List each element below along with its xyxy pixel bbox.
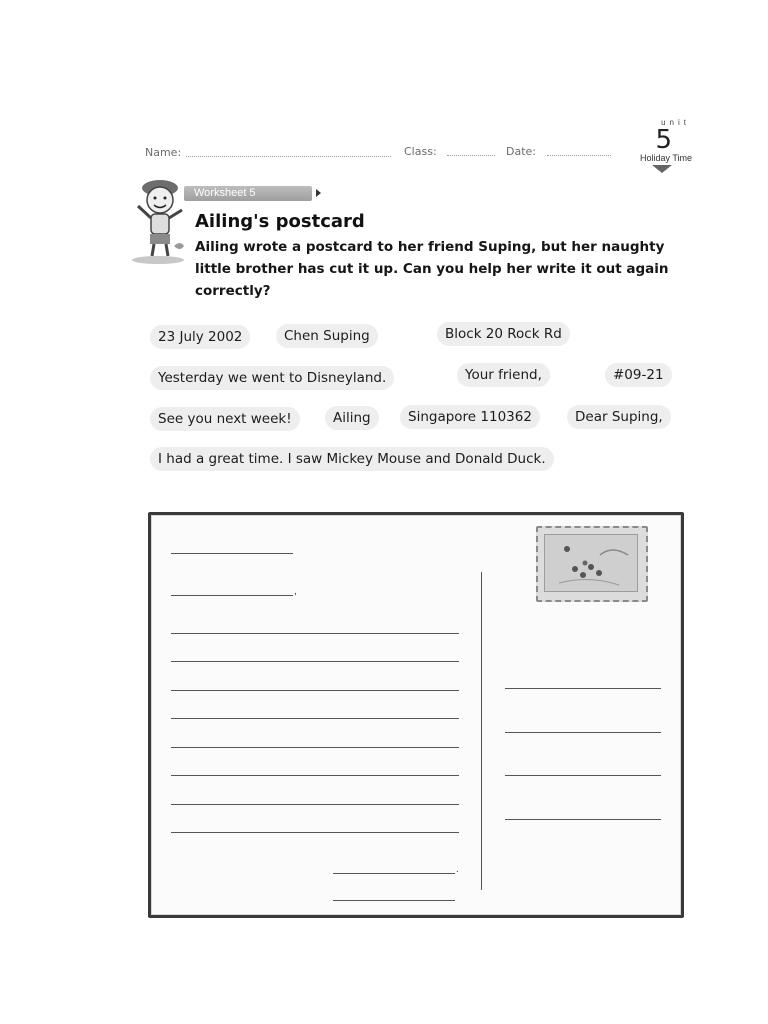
class-field[interactable] <box>447 145 495 156</box>
write-line-greeting[interactable] <box>171 595 293 596</box>
snippet-greeting: Dear Suping, <box>567 405 671 429</box>
snippet-sender-name: Ailing <box>325 406 379 430</box>
worksheet-instructions: Ailing wrote a postcard to her friend Suping, but her naughty little brother has cut it up. Can you help her write it out again correctly? <box>195 239 669 299</box>
closing-comma-mark: . <box>456 864 459 875</box>
snippet-unit-number: #09-21 <box>605 363 672 387</box>
write-line-body-4[interactable] <box>171 718 459 719</box>
flower-stamp-icon <box>536 526 648 602</box>
snippet-recipient-name: Chen Suping <box>276 324 378 348</box>
write-line-body-6[interactable] <box>171 775 459 776</box>
triangle-arrow-icon <box>316 189 321 197</box>
worksheet-title: Ailing's postcard <box>195 211 365 232</box>
unit-marker-icon <box>652 165 672 173</box>
address-line-3[interactable] <box>505 775 661 776</box>
snippet-closing: Your friend, <box>457 363 550 387</box>
snippet-postcode: Singapore 110362 <box>400 405 540 429</box>
date-label: Date: <box>506 145 536 158</box>
snippet-date: 23 July 2002 <box>150 325 250 349</box>
unit-subtitle: Holiday Time <box>639 153 692 163</box>
snippet-great-time: I had a great time. I saw Mickey Mouse and Donald Duck. <box>150 447 554 471</box>
comma-mark: , <box>294 586 297 597</box>
address-line-1[interactable] <box>505 688 661 689</box>
write-line-signature[interactable] <box>333 900 455 901</box>
write-line-body-7[interactable] <box>171 804 459 805</box>
write-line-body-8[interactable] <box>171 832 459 833</box>
snippet-address-block: Block 20 Rock Rd <box>437 322 570 346</box>
unit-badge <box>622 118 698 182</box>
unit-word: unit <box>661 118 690 127</box>
snippet-disneyland: Yesterday we went to Disneyland. <box>150 366 394 390</box>
girl-mascot-icon <box>130 176 190 264</box>
write-line-date[interactable] <box>171 553 293 554</box>
snippet-see-you: See you next week! <box>150 407 300 431</box>
name-label: Name: <box>145 146 182 159</box>
date-field[interactable] <box>547 145 611 156</box>
address-line-4[interactable] <box>505 819 661 820</box>
write-line-body-2[interactable] <box>171 661 459 662</box>
address-line-2[interactable] <box>505 732 661 733</box>
unit-number: 5 <box>655 125 672 155</box>
postcard-divider <box>481 572 482 890</box>
write-line-closing[interactable] <box>333 873 455 874</box>
name-field[interactable] <box>186 146 391 157</box>
worksheet-label: Worksheet 5 <box>184 186 312 201</box>
write-line-body-1[interactable] <box>171 633 459 634</box>
class-label: Class: <box>404 145 437 158</box>
write-line-body-5[interactable] <box>171 747 459 748</box>
write-line-body-3[interactable] <box>171 690 459 691</box>
